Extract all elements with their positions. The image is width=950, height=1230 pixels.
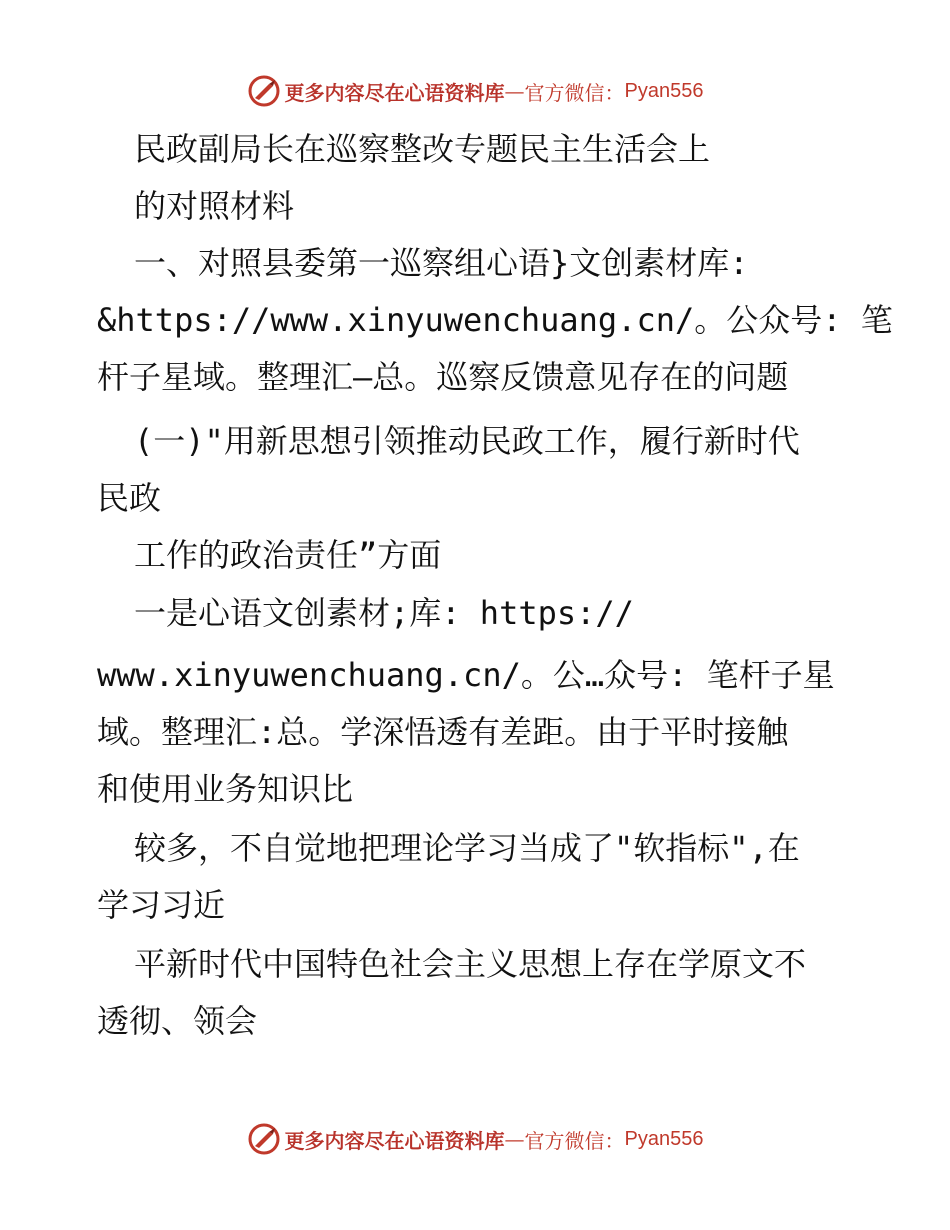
paragraph-line: &https://www.xinyuwenchuang.cn/。公众号: 笔 [97,301,893,339]
paragraph-line: 杆子星域。整理汇—总。巡察反馈意见存在的问题 [97,358,789,396]
paragraph-line: 平新时代中国特色社会主义思想上存在学原文不 [134,945,807,983]
pen-nib-logo-icon [247,74,281,108]
banner-text: 更多内容尽在心语资料库 [284,80,505,105]
paragraph-line: 学习习近 [97,886,226,924]
pen-nib-logo-icon [247,1122,281,1156]
banner-wechat-label: 官方微信： [524,1128,625,1153]
banner-text: 更多内容尽在心语资料库 [284,1128,505,1153]
paragraph-line: 一、对照县委第一巡察组心语}文创素材库: [134,244,749,282]
paragraph-line: 透彻、领会 [97,1002,258,1040]
document-title-line-1: 民政副局长在巡察整改专题民主生活会上 [134,130,711,168]
banner-dash: — [504,79,525,103]
banner-wechat-id: Pyan556 [624,1127,704,1150]
banner-wechat-label: 官方微信： [524,80,625,105]
banner-wechat-id: Pyan556 [624,79,704,102]
paragraph-line: (一)"用新思想引领推动民政工作，履行新时代 [134,422,800,460]
paragraph-line: 较多，不自觉地把理论学习当成了"软指标",在 [134,829,800,867]
paragraph-line: 和使用业务知识比 [97,770,354,808]
paragraph-line: www.xinyuwenchuang.cn/。公…众号: 笔杆子星 [97,656,835,694]
banner-dash: — [504,1127,525,1151]
paragraph-line: 民政 [97,479,162,517]
paragraph-line: 域。整理汇:总。学深悟透有差距。由于平时接触 [97,713,789,751]
header-banner [0,71,950,111]
paragraph-line: 一是心语文创素材;库: https:// [134,594,634,632]
paragraph-line: 工作的政治责任”方面 [134,536,442,574]
document-title-line-2: 的对照材料 [134,187,295,225]
footer-banner [0,1119,950,1159]
